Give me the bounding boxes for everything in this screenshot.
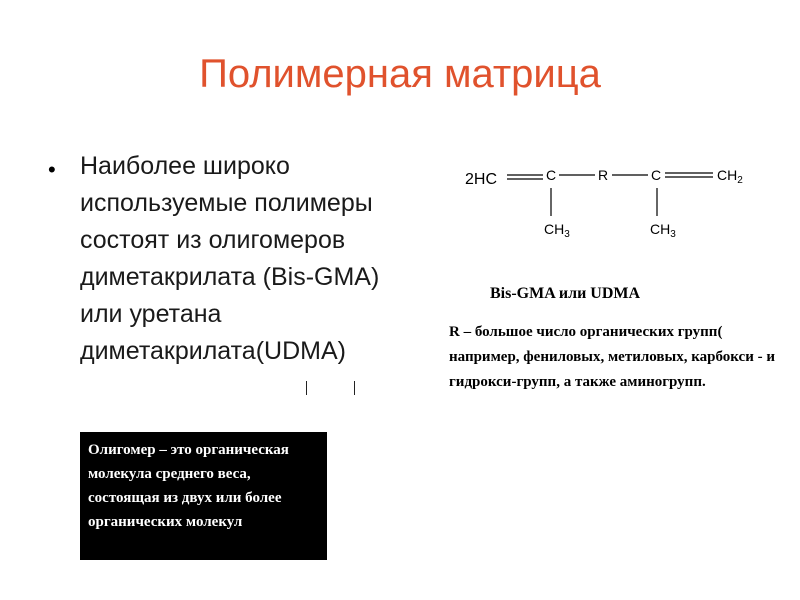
formula-methyl-left: $CH_3$	[544, 221, 570, 240]
formula-caption: Bis-GMA или UDMA	[490, 285, 641, 302]
formula-left-group: 2HC	[465, 171, 498, 188]
r-group-description: R – большое число органических групп( например, фениловых, метиловых, карбокси - и гидрокси-групп, а также аминогрупп.	[449, 324, 775, 390]
chemical-formula	[455, 150, 785, 250]
slide-title: Полимерная матрица	[199, 52, 601, 96]
formula-carbon-left: C	[546, 167, 557, 183]
tick-mark	[306, 381, 307, 395]
tick-mark	[354, 381, 355, 395]
oligomer-definition-box: Олигомер – это органическая молекула среднего веса, состоящая из двух или более органических молекул	[80, 432, 327, 560]
formula-carbon-right: C	[651, 167, 662, 183]
bullet-marker: •	[48, 157, 56, 182]
formula-r-group: R	[598, 167, 609, 183]
formula-right-group: $CH_2$	[717, 167, 743, 186]
formula-methyl-right: $CH_3$	[650, 221, 676, 240]
bullet-text: Наиболее широко используемые полимеры состоят из олигомеров диметакрилата (Bis-GMA) или уретана диметакрилата(UDMA)	[80, 152, 380, 365]
